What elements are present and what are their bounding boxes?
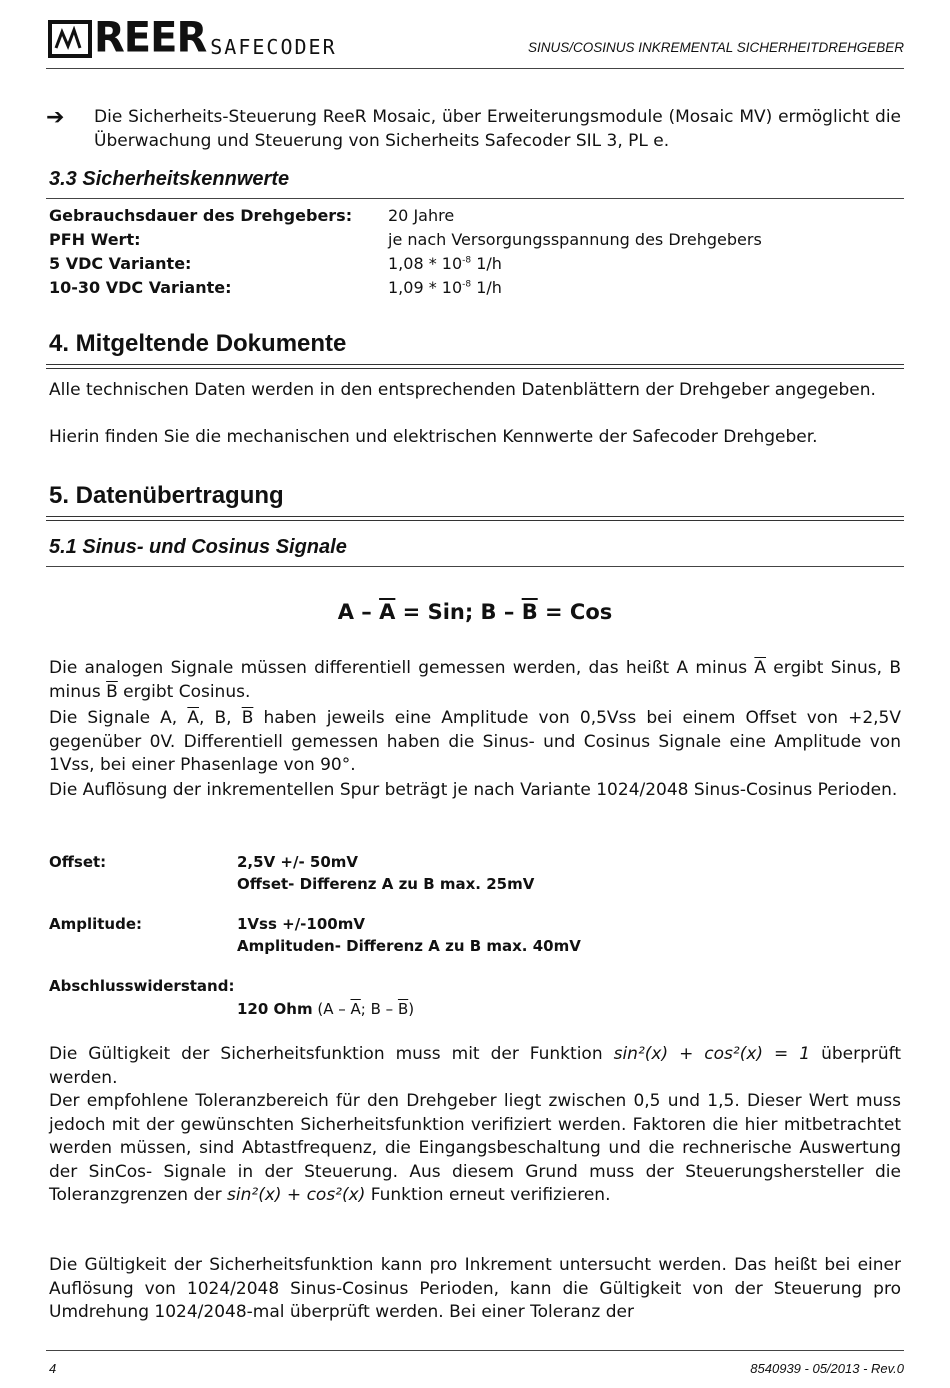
signal-para-1: Die analogen Signale müssen differentiell gemessen werden, das heißt A minus $\overline{A}$ ergibt Sinus, B minus $\overline{B}$ ergibt Cosinus. <box>49 658 901 702</box>
row-key: 5 VDC Variante: <box>49 253 192 273</box>
resistor-label: Abschlusswiderstand: <box>49 977 235 995</box>
table-row <box>49 203 762 227</box>
amplitude-label: Amplitude: <box>49 915 143 933</box>
row-value: $1,08 * 10^{-8}$ 1/h <box>388 253 502 273</box>
section-4-para-2: Hierin finden Sie die mechanischen und elektrischen Kennwerte der Safecoder Drehgeber. <box>49 427 818 447</box>
signal-para-3: Die Auflösung der inkrementellen Spur beträgt je nach Variante 1024/2048 Sinus-Cosinus Perioden. <box>49 780 898 800</box>
signal-para-2: Die Signale A, $\overline{A}$, B, $\overline{B}$ haben jeweils eine Amplitude von 0,5Vss bei einem Offset von +2,5V gegenüber 0V. Differentiell gemessen haben die Sinus- und Cosinus Signale eine Amplitude von 1Vss, bei einer Phasenlage von 90°. <box>49 708 902 775</box>
resistor-value: 120 Ohm ($A - \overline{A}$; B – $\overline{B}$) <box>237 1000 415 1018</box>
document-revision: 8540939 - 05/2013 - Rev.0 <box>750 1361 904 1376</box>
offset-values: 2,5V +/- 50mV Offset- Differenz A zu B max. 25mV <box>237 853 535 893</box>
offset-label: Offset: <box>49 853 107 871</box>
row-value: $1,09 * 10^{-8}$ 1/h <box>388 277 502 297</box>
row-value: 20 Jahre <box>388 205 455 225</box>
row-key: 10-30 VDC Variante: <box>49 277 232 297</box>
page-number: 4 <box>49 1361 57 1376</box>
table-row <box>49 251 762 275</box>
row-key: Gebrauchsdauer des Drehgebers: <box>49 205 353 225</box>
header-divider <box>46 68 904 69</box>
section-5-1-divider <box>46 566 904 567</box>
section-5-1-heading: 5.1 Sinus- und Cosinus Signale <box>49 536 347 558</box>
validity-para-1: Die Gültigkeit der Sicherheitsfunktion muss mit der Funktion sin²(x) + cos²(x) = 1 überprüft werden. <box>49 1044 901 1088</box>
section-4-divider <box>46 364 904 369</box>
section-4-para-1: Alle technischen Daten werden in den entsprechenden Datenblättern der Drehgeber angegeben. <box>49 380 876 400</box>
intro-paragraph: Die Sicherheits-Steuerung ReeR Mosaic, über Erweiterungsmodule (Mosaic MV) ermöglicht die Überwachung und Steuerung von Sicherheits Safecoder SIL 3, PL e. <box>94 107 901 151</box>
tolerance-para: Der empfohlene Toleranzbereich für den Drehgeber liegt zwischen 0,5 und 1,5. Dieser Wert muss jedoch mit der gewünschten Sicherheitsfunktion verifiziert werden. Faktoren die hier mitbetrachtet werden müssen, sind Abtastfrequenz, die Eingangsbeschaltung und die rechnerische Auswertung der SinCos- Signale in der Steuerung. Aus diesem Grund muss der Steuerungshersteller die Toleranzgrenzen der sin²(x) + cos²(x) Funktion erneut verifizieren. <box>49 1091 901 1205</box>
logo-wave-icon <box>48 20 92 58</box>
logo-subtext: SAFECODER <box>210 35 337 59</box>
footer-divider <box>46 1350 904 1351</box>
section-4-heading: 4. Mitgeltende Dokumente <box>49 330 347 357</box>
section-5-divider <box>46 516 904 521</box>
row-key: PFH Wert: <box>49 229 141 249</box>
table-row <box>49 227 762 251</box>
section-3-3-heading: 3.3 Sicherheitskennwerte <box>49 168 290 190</box>
reer-safecoder-logo <box>48 12 337 63</box>
table-row <box>49 275 762 299</box>
arrow-right-icon: ➔ <box>46 105 65 130</box>
logo-text: REER <box>94 13 207 63</box>
row-value: je nach Versorgungsspannung des Drehgebers <box>388 229 762 249</box>
section-3-3-divider <box>46 198 904 199</box>
section-5-heading: 5. Datenübertragung <box>49 482 284 509</box>
header-title: SINUS/COSINUS INKREMENTAL SICHERHEITDREHGEBER <box>527 40 904 55</box>
safety-values-table <box>49 203 762 299</box>
signal-formula: A – $\overline{A}$ = Sin; B – $\overline{B}$ = Cos <box>337 600 613 624</box>
amplitude-values: 1Vss +/-100mV Amplituden- Differenz A zu B max. 40mV <box>237 915 581 955</box>
increment-para: Die Gültigkeit der Sicherheitsfunktion kann pro Inkrement untersucht werden. Das heißt bei einer Auflösung von 1024/2048 Sinus-Cosinus Perioden, kann die Gültigkeit von der Steuerung pro Umdrehung 1024/2048-mal überprüft werden. Bei einer Toleranz der <box>49 1255 901 1322</box>
